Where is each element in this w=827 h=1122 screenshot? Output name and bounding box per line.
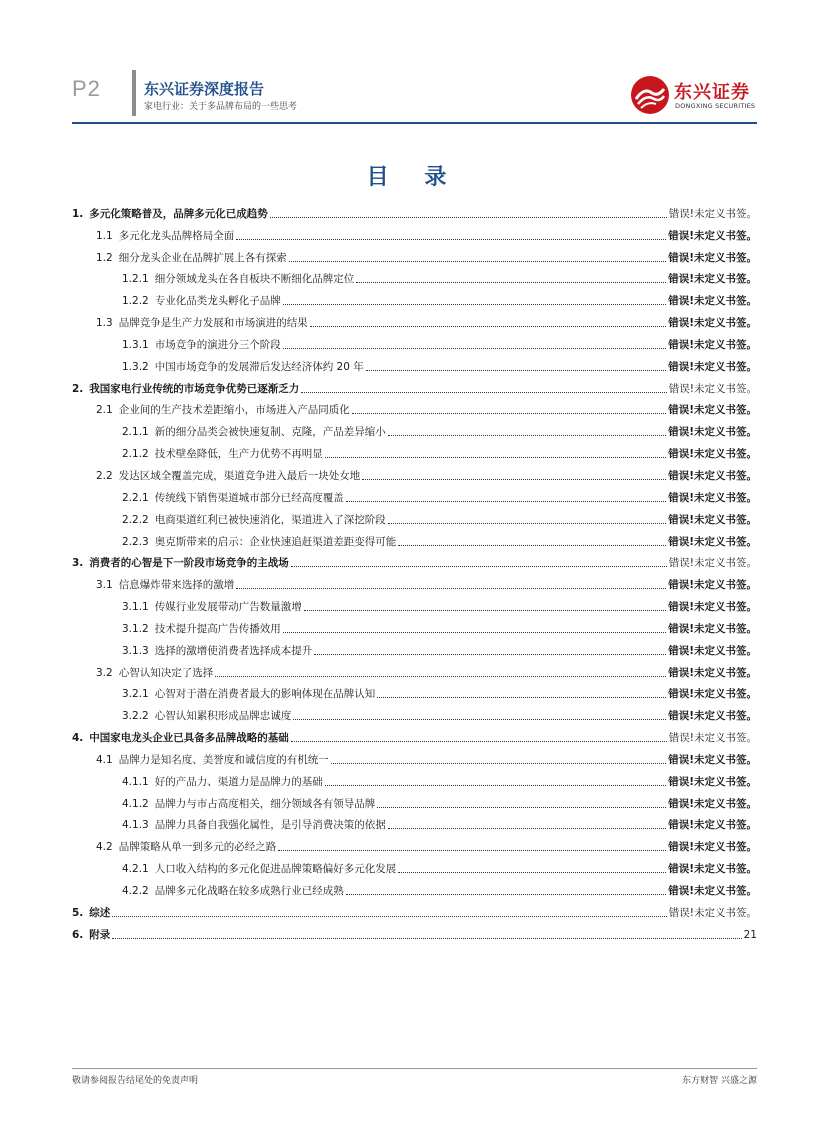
toc-entry-title: 传统线下销售渠道城市部分已经高度覆盖 xyxy=(154,491,344,504)
toc-entry-title: 发达区域全覆盖完成，渠道竞争进入最后一块处女地 xyxy=(118,469,361,482)
toc-entry-title: 附录 xyxy=(89,928,111,941)
toc-entry-title: 市场竞争的演进分三个阶段 xyxy=(154,338,281,351)
toc-entry-page: 错误!未定义书签。 xyxy=(668,753,757,766)
toc-entry-page: 错误!未定义书签。 xyxy=(668,601,757,614)
table-of-contents xyxy=(72,202,757,945)
toc-entry-title: 品牌多元化战略在较多成熟行业已经成熟 xyxy=(154,885,344,897)
toc-entry-number: 3.2 xyxy=(96,666,113,679)
toc-entry-title: 品牌力是知名度、美誉度和诚信度的有机统一 xyxy=(118,753,329,766)
toc-entry-title: 传媒行业发展带动广告数量激增 xyxy=(154,601,302,614)
toc-entry-page: 错误!未定义书签。 xyxy=(668,360,757,373)
toc-entry-page: 错误!未定义书签。 xyxy=(668,535,757,548)
toc-entry[interactable] xyxy=(72,202,757,224)
toc-leader-dots xyxy=(278,850,666,851)
toc-entry[interactable] xyxy=(72,857,757,879)
toc-entry-page: 错误!未定义书签。 xyxy=(668,295,757,308)
toc-entry-title: 好的产品力、渠道力是品牌力的基础 xyxy=(154,775,323,788)
toc-entry[interactable] xyxy=(72,661,757,683)
toc-entry-title: 多元化策略普及，品牌多元化已成趋势 xyxy=(89,207,268,220)
toc-title: 目 录 xyxy=(366,165,461,190)
toc-entry-page: 错误!未定义书签。 xyxy=(668,251,757,264)
toc-entry-number: 3.1.3 xyxy=(122,644,149,657)
footer-disclaimer: 敬请参阅报告结尾处的免责声明 xyxy=(72,1076,199,1086)
toc-entry-page: 错误!未定义书签。 xyxy=(668,688,757,701)
toc-entry[interactable] xyxy=(72,879,757,901)
toc-entry-number: 3.1 xyxy=(96,579,113,592)
toc-entry-page: 错误!未定义书签。 xyxy=(668,819,757,832)
toc-leader-dots xyxy=(314,654,666,655)
toc-entry-page: 错误!未定义书签。 xyxy=(668,579,757,592)
report-title: 东兴证券深度报告 xyxy=(144,80,265,98)
toc-entry-title: 中国家电龙头企业已具备多品牌战略的基础 xyxy=(89,732,289,745)
toc-entry-number: 1.1 xyxy=(96,229,113,242)
toc-leader-dots xyxy=(352,413,667,414)
toc-leader-dots xyxy=(301,392,666,393)
toc-entry-title: 品牌力具备自我强化属性，是引导消费决策的依据 xyxy=(154,819,386,832)
company-logo xyxy=(630,75,760,115)
toc-entry[interactable] xyxy=(72,224,757,246)
toc-entry-title: 品牌竞争是生产力发展和市场演进的结果 xyxy=(118,317,308,330)
toc-entry-title: 品牌力与市占高度相关，细分领域各有领导品牌 xyxy=(154,797,376,810)
toc-entry[interactable] xyxy=(72,639,757,661)
toc-leader-dots xyxy=(346,894,666,895)
toc-leader-dots xyxy=(215,676,666,677)
toc-entry-number: 1. xyxy=(72,207,84,220)
toc-leader-dots xyxy=(388,523,666,524)
toc-entry[interactable] xyxy=(72,770,757,792)
toc-leader-dots xyxy=(291,741,667,742)
header-divider-bar xyxy=(132,70,136,116)
toc-entry[interactable] xyxy=(72,486,757,508)
toc-entry-number: 2.1 xyxy=(96,404,113,417)
toc-entry-number: 2.2.2 xyxy=(122,513,149,526)
toc-entry-page: 错误!未定义书签。 xyxy=(668,448,757,461)
toc-entry-page: 错误!未定义书签。 xyxy=(668,906,757,919)
toc-entry[interactable] xyxy=(72,617,757,639)
toc-leader-dots xyxy=(325,785,666,786)
toc-entry-title: 技术壁垒降低，生产力优势不再明显 xyxy=(154,448,323,461)
toc-entry-title: 细分龙头企业在品牌扩展上各有探索 xyxy=(118,251,287,264)
toc-entry-page: 错误!未定义书签。 xyxy=(668,404,757,417)
toc-entry-number: 4.1.1 xyxy=(122,775,149,788)
page-number: P2 xyxy=(72,76,101,101)
toc-entry-number: 6. xyxy=(72,928,84,941)
toc-entry-page: 错误!未定义书签。 xyxy=(668,732,757,745)
toc-entry-number: 1.2.1 xyxy=(122,273,149,286)
toc-entry-page: 错误!未定义书签。 xyxy=(668,317,757,330)
toc-entry[interactable] xyxy=(72,814,757,836)
toc-entry-title: 奥克斯带来的启示：企业快速追赶渠道差距变得可能 xyxy=(154,535,397,548)
toc-entry-number: 1.3 xyxy=(96,317,113,330)
toc-leader-dots xyxy=(236,588,666,589)
toc-entry[interactable] xyxy=(72,355,757,377)
toc-entry[interactable] xyxy=(72,268,757,290)
toc-leader-dots xyxy=(310,326,667,327)
toc-leader-dots xyxy=(112,916,666,917)
toc-entry-number: 3.2.1 xyxy=(122,688,149,701)
toc-entry-number: 1.3.2 xyxy=(122,360,149,373)
toc-entry-title: 心智对于潜在消费者最大的影响体现在品牌认知 xyxy=(154,688,376,701)
toc-entry-page: 错误!未定义书签。 xyxy=(668,885,757,897)
toc-entry-page: 错误!未定义书签。 xyxy=(668,841,757,854)
toc-entry-number: 2.2.1 xyxy=(122,491,149,504)
toc-entry-number: 2.1.1 xyxy=(122,426,149,439)
toc-entry-page: 错误!未定义书签。 xyxy=(668,775,757,788)
toc-leader-dots xyxy=(398,872,666,873)
report-subtitle: 家电行业：关于多品牌布局的一些思考 xyxy=(144,102,298,112)
toc-entry-number: 4.2 xyxy=(96,841,113,854)
toc-entry-page: 错误!未定义书签。 xyxy=(668,229,757,242)
toc-entry-title: 我国家电行业传统的市场竞争优势已逐渐乏力 xyxy=(89,382,300,395)
footer-slogan: 东方财智 兴盛之源 xyxy=(682,1076,757,1086)
toc-entry-page: 错误!未定义书签。 xyxy=(668,491,757,504)
toc-leader-dots xyxy=(388,828,666,829)
toc-entry[interactable] xyxy=(72,530,757,552)
dongxing-logo-icon xyxy=(630,75,670,115)
logo-english-name: DONGXING SECURITIES xyxy=(675,102,756,110)
toc-entry[interactable] xyxy=(72,901,757,923)
toc-entry-page: 错误!未定义书签。 xyxy=(668,273,757,286)
toc-entry-number: 3.1.1 xyxy=(122,601,149,614)
footer-rule xyxy=(72,1068,757,1069)
toc-leader-dots xyxy=(366,370,666,371)
toc-entry-title: 人口收入结构的多元化促进品牌策略偏好多元化发展 xyxy=(154,863,397,876)
toc-leader-dots xyxy=(398,545,666,546)
toc-entry-title: 技术提升提高广告传播效用 xyxy=(154,622,281,635)
toc-entry-title: 选择的激增使消费者选择成本提升 xyxy=(154,644,313,657)
toc-entry-page: 21 xyxy=(743,928,757,941)
toc-entry[interactable] xyxy=(72,311,757,333)
toc-entry-page: 错误!未定义书签。 xyxy=(668,644,757,657)
toc-entry-number: 5. xyxy=(72,906,84,919)
toc-entry-page: 错误!未定义书签。 xyxy=(668,622,757,635)
toc-entry-page: 错误!未定义书签。 xyxy=(668,557,757,570)
toc-entry[interactable] xyxy=(72,835,757,857)
toc-entry-page: 错误!未定义书签。 xyxy=(668,426,757,439)
toc-entry-title: 综述 xyxy=(89,906,111,919)
toc-entry[interactable] xyxy=(72,595,757,617)
toc-entry-number: 4.1 xyxy=(96,753,113,766)
toc-leader-dots xyxy=(270,217,667,218)
toc-entry-number: 1.3.1 xyxy=(122,338,149,351)
toc-entry-title: 中国市场竞争的发展滞后发达经济体约 20 年 xyxy=(154,360,364,373)
toc-entry-title: 品牌策略从单一到多元的必经之路 xyxy=(118,841,277,854)
toc-leader-dots xyxy=(362,479,666,480)
toc-entry[interactable] xyxy=(72,289,757,311)
toc-entry-number: 4. xyxy=(72,732,84,745)
toc-leader-dots xyxy=(356,282,666,283)
toc-entry-title: 细分领域龙头在各自板块不断细化品牌定位 xyxy=(154,273,355,286)
toc-entry[interactable] xyxy=(72,464,757,486)
toc-entry-page: 错误!未定义书签。 xyxy=(668,338,757,351)
toc-entry-title: 企业间的生产技术差距缩小，市场进入产品同质化 xyxy=(118,404,350,417)
toc-entry-page: 错误!未定义书签。 xyxy=(668,863,757,876)
toc-entry[interactable] xyxy=(72,573,757,595)
toc-entry[interactable] xyxy=(72,792,757,814)
toc-entry-number: 4.1.3 xyxy=(122,819,149,832)
toc-leader-dots xyxy=(112,938,741,939)
toc-entry[interactable] xyxy=(72,748,757,770)
toc-leader-dots xyxy=(283,304,666,305)
toc-leader-dots xyxy=(388,435,666,436)
toc-entry[interactable] xyxy=(72,726,757,748)
toc-leader-dots xyxy=(236,239,666,240)
toc-entry-number: 3.1.2 xyxy=(122,622,149,635)
logo-chinese-name: 东兴证券 xyxy=(674,82,750,103)
toc-entry-page: 错误!未定义书签。 xyxy=(668,469,757,482)
toc-leader-dots xyxy=(283,632,666,633)
toc-entry-page: 错误!未定义书签。 xyxy=(668,382,757,395)
toc-entry-title: 多元化龙头品牌格局全面 xyxy=(118,229,235,242)
toc-entry[interactable] xyxy=(72,420,757,442)
toc-entry-title: 信息爆炸带来选择的激增 xyxy=(118,579,235,592)
toc-entry-title: 消费者的心智是下一阶段市场竞争的主战场 xyxy=(89,557,289,570)
toc-entry[interactable] xyxy=(72,333,757,355)
toc-leader-dots xyxy=(304,610,666,611)
toc-entry-title: 新的细分品类会被快速复制、克隆，产品差异缩小 xyxy=(154,426,386,439)
toc-entry[interactable] xyxy=(72,552,757,574)
toc-entry[interactable] xyxy=(72,442,757,464)
toc-entry-number: 3.2.2 xyxy=(122,710,149,723)
toc-entry-page: 错误!未定义书签。 xyxy=(668,666,757,679)
toc-entry-number: 1.2.2 xyxy=(122,295,149,308)
page-header xyxy=(0,0,827,130)
toc-entry[interactable] xyxy=(72,377,757,399)
toc-leader-dots xyxy=(325,457,666,458)
toc-leader-dots xyxy=(331,763,667,764)
toc-entry-number: 2.1.2 xyxy=(122,448,149,461)
toc-leader-dots xyxy=(377,697,666,698)
toc-entry-page: 错误!未定义书签。 xyxy=(668,797,757,810)
toc-entry-number: 2.2.3 xyxy=(122,535,149,548)
toc-entry-number: 4.2.2 xyxy=(122,885,149,897)
toc-entry-title: 心智认知决定了选择 xyxy=(118,666,214,679)
toc-entry-title: 电商渠道红利已被快速消化，渠道进入了深挖阶段 xyxy=(154,513,386,526)
toc-entry-number: 4.2.1 xyxy=(122,863,149,876)
toc-leader-dots xyxy=(377,807,666,808)
toc-entry-page: 错误!未定义书签。 xyxy=(668,207,757,220)
toc-entry-number: 1.2 xyxy=(96,251,113,264)
toc-entry-title: 心智认知累积形成品牌忠诚度 xyxy=(154,710,292,723)
toc-entry-number: 4.1.2 xyxy=(122,797,149,810)
toc-entry[interactable] xyxy=(72,399,757,421)
toc-leader-dots xyxy=(291,566,667,567)
toc-leader-dots xyxy=(283,348,666,349)
toc-leader-dots xyxy=(289,261,667,262)
toc-entry[interactable] xyxy=(72,923,757,945)
toc-entry[interactable] xyxy=(72,683,757,705)
toc-entry-page: 错误!未定义书签。 xyxy=(668,710,757,723)
toc-leader-dots xyxy=(346,501,666,502)
toc-entry-title: 专业化品类龙头孵化子品牌 xyxy=(154,295,281,308)
toc-entry-number: 2.2 xyxy=(96,469,113,482)
toc-entry[interactable] xyxy=(72,508,757,530)
header-rule xyxy=(72,122,757,124)
toc-leader-dots xyxy=(293,719,666,720)
toc-entry[interactable] xyxy=(72,246,757,268)
toc-entry-number: 3. xyxy=(72,557,84,570)
toc-entry-number: 2. xyxy=(72,382,84,395)
toc-entry-page: 错误!未定义书签。 xyxy=(668,513,757,526)
toc-entry[interactable] xyxy=(72,704,757,726)
